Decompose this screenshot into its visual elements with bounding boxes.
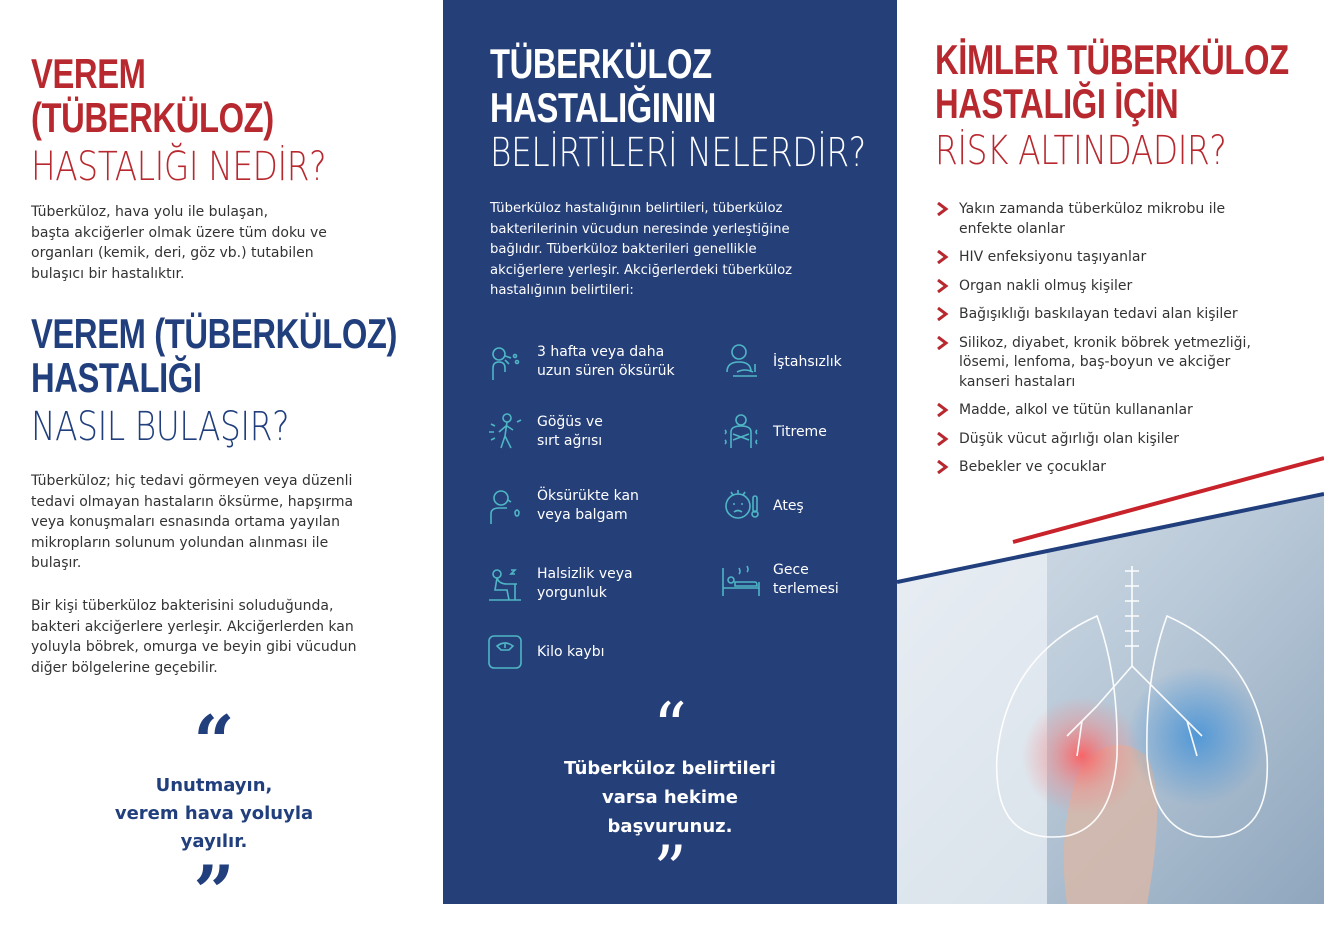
quote-text <box>443 754 897 841</box>
middle-quote <box>443 689 897 909</box>
symptom-label: 3 hafta veya daha uzun süren öksürük <box>537 344 675 379</box>
list-item: Düşük vücut ağırlığı olan kişiler <box>935 430 1315 450</box>
title-line: HASTALIĞININ <box>490 84 716 131</box>
chevron-right-icon <box>935 432 949 446</box>
symptom-label: Kilo kaybı <box>537 643 605 660</box>
quote-line: yayılır. <box>180 831 248 852</box>
text-line: diğer bölgelerine geçebilir. <box>31 659 218 676</box>
left-quote <box>0 699 428 934</box>
chevron-right-icon <box>935 336 949 350</box>
list-item: Bağışıklığı baskılayan tedavi alan kişiler <box>935 305 1315 325</box>
title-line: VEREM <box>31 50 146 97</box>
symptoms-title-subline: BELİRTİLERİ NELERDİR? <box>490 130 866 176</box>
cough-icon <box>485 342 525 382</box>
close-quote-icon: ” <box>653 832 687 909</box>
symptoms-intro <box>490 199 880 302</box>
symptom-night-sweat <box>721 560 839 600</box>
list-item: Organ nakli olmuş kişiler <box>935 277 1315 297</box>
chevron-right-icon <box>935 279 949 293</box>
text-line: mikropların solunum yolundan alınması ile <box>31 534 329 551</box>
text-line: tedavi olmayan hastaların öksürme, hapşırma <box>31 493 354 510</box>
list-item: HIV enfeksiyonu taşıyanlar <box>935 248 1315 268</box>
section-title-transmission-subline: NASIL BULAŞIR? <box>31 404 290 450</box>
symptom-label: Gece terlemesi <box>773 562 839 597</box>
transmission-paragraph-1 <box>31 471 431 574</box>
transmission-paragraph-2 <box>31 596 431 678</box>
blood-cough-icon <box>485 486 525 526</box>
quote-line: Tüberküloz belirtileri <box>564 758 776 779</box>
chevron-right-icon <box>935 403 949 417</box>
middle-panel <box>443 0 897 909</box>
text-line: Tüberküloz hastalığının belirtileri, tüberküloz <box>490 201 783 216</box>
section-title-transmission <box>31 312 397 400</box>
text-line: Tüberküloz; hiç tedavi görmeyen veya düzenli <box>31 473 353 489</box>
symptom-chest-pain <box>485 412 603 452</box>
text-line: organları (kemik, deri, göz vb.) tutabilen <box>31 245 314 261</box>
chevron-right-icon <box>935 202 949 216</box>
quote-line: Unutmayın, <box>155 775 273 796</box>
appetite-loss-icon <box>721 342 761 382</box>
risk-list <box>935 200 1315 487</box>
text-line: Tüberküloz, hava yolu ile bulaşan, <box>31 204 269 220</box>
text-line: bulaşır. <box>31 555 82 571</box>
risk-title-subline: RİSK ALTINDADIR? <box>935 128 1227 174</box>
symptom-fever <box>721 486 804 526</box>
symptom-fatigue <box>485 564 633 604</box>
title-line: KİMLER TÜBERKÜLOZ <box>935 36 1289 83</box>
title-line: TÜBERKÜLOZ <box>490 40 712 87</box>
list-item: Madde, alkol ve tütün kullananlar <box>935 401 1315 421</box>
list-item: Silikoz, diyabet, kronik böbrek yetmezliği, lösemi, lenfoma, baş-boyun ve akciğer kanseri hastaları <box>935 334 1315 393</box>
text-line: bakteri akciğerlere yerleşir. Akciğerlerden kan <box>31 618 354 635</box>
text-line: Bir kişi tüberküloz bakterisini soluduğunda, <box>31 598 334 614</box>
chevron-right-icon <box>935 250 949 264</box>
open-quote-icon: “ <box>653 689 687 766</box>
chevron-right-icon <box>935 307 949 321</box>
symptom-shivering <box>721 412 827 452</box>
fever-icon <box>721 486 761 526</box>
symptom-label: Öksürükte kan veya balgam <box>537 488 639 523</box>
left-panel <box>0 0 443 934</box>
scale-icon <box>485 632 525 672</box>
text-line: başta akciğerler olmak üzere tüm doku ve <box>31 224 327 241</box>
text-line: bağlıdır. Tüberküloz bakterileri genellikle <box>490 242 757 257</box>
title-line: HASTALIĞI İÇİN <box>935 80 1179 127</box>
title-line: HASTALIĞI <box>31 354 202 401</box>
symptom-label: Ateş <box>773 497 804 514</box>
symptom-label: Göğüs ve sırt ağrısı <box>537 414 603 449</box>
symptom-label: İştahsızlık <box>773 353 842 370</box>
right-panel <box>897 0 1324 904</box>
night-sweat-icon <box>721 560 761 600</box>
quote-line: verem hava yoluyla <box>114 803 314 824</box>
symptom-label: Halsizlik veya yorgunluk <box>537 566 633 601</box>
section-title-what-is <box>31 52 274 140</box>
chest-pain-icon <box>485 412 525 452</box>
open-quote-icon: “ <box>193 699 235 784</box>
text-line: akciğerlere yerleşir. Akciğerlerdeki tüberküloz <box>490 262 793 278</box>
title-line: (TÜBERKÜLOZ) <box>31 94 274 141</box>
list-item: Yakın zamanda tüberküloz mikrobu ile enfekte olanlar <box>935 200 1315 239</box>
symptom-blood-cough <box>485 486 639 526</box>
quote-line: varsa hekime <box>601 787 738 808</box>
quote-line: başvurunuz. <box>607 816 733 837</box>
text-line: yoluyla böbrek, omurga ve beyin gibi vücudun <box>31 639 357 655</box>
text-line: bulaşıcı bir hastalıktır. <box>31 265 185 282</box>
list-item: Bebekler ve çocuklar <box>935 458 1315 478</box>
section-title-what-is-subline: HASTALIĞI NEDİR? <box>31 144 327 190</box>
symptom-cough <box>485 342 675 382</box>
text-line: veya konuşmaları esnasında ortama yayılan <box>31 514 340 530</box>
symptom-appetite <box>721 342 842 382</box>
shivering-icon <box>721 412 761 452</box>
title-line: VEREM (TÜBERKÜLOZ) <box>31 310 398 357</box>
symptom-weight-loss <box>485 632 604 672</box>
text-line: bakterilerinin vücudun neresinde yerleştiğine <box>490 221 790 237</box>
quote-text <box>0 772 428 856</box>
text-line: hastalığının belirtileri: <box>490 283 634 298</box>
lung-illustration <box>897 456 1324 904</box>
fatigue-icon <box>485 564 525 604</box>
what-is-paragraph <box>31 202 421 284</box>
risk-title <box>935 38 1289 126</box>
symptoms-title <box>490 42 716 130</box>
close-quote-icon: ” <box>193 849 235 934</box>
symptom-label: Titreme <box>773 423 827 440</box>
